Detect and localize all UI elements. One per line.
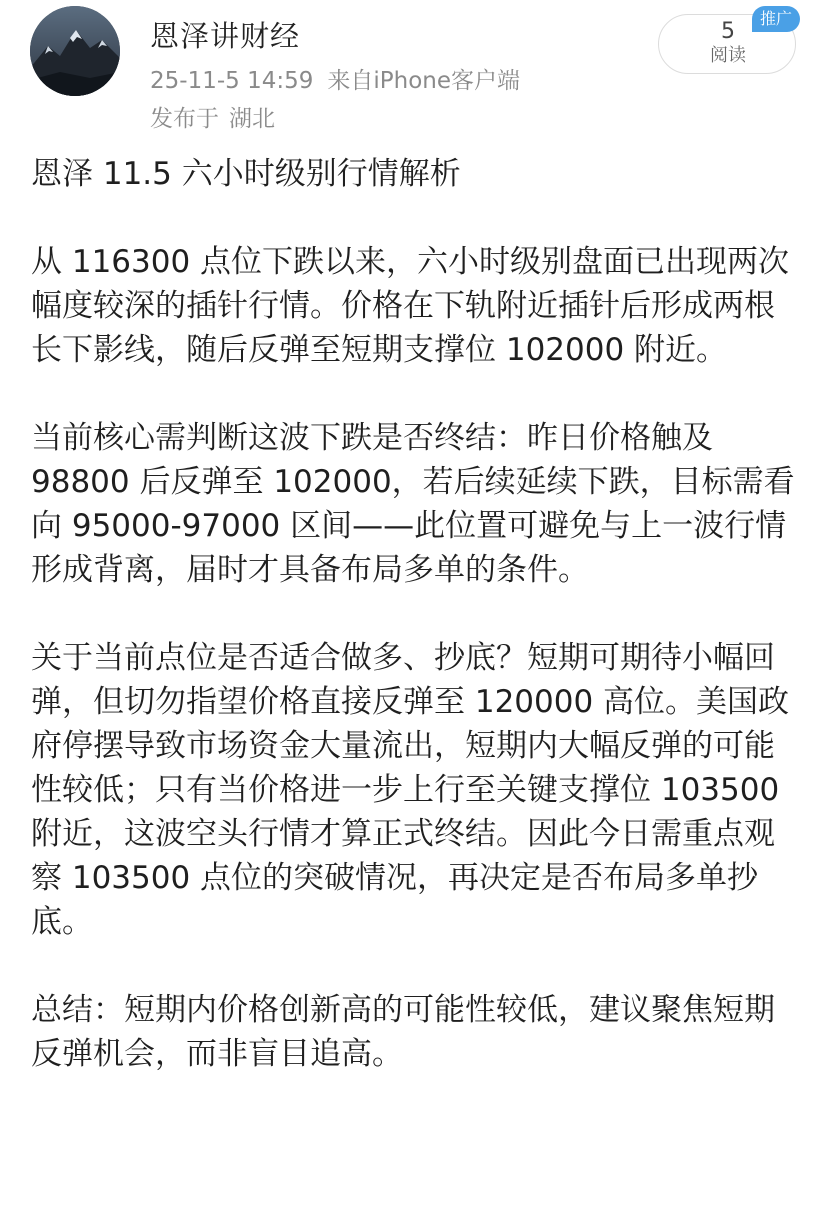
post-content [31, 152, 801, 1076]
read-count: 5 [721, 19, 735, 44]
post-source: 来自iPhone客户端 [327, 68, 520, 94]
location-value: 湖北 [229, 106, 275, 132]
post-paragraph: 当前核心需判断这波下跌是否终结：昨日价格触及 98800 后反弹至 102000，若后续延续下跌，目标需看向 95000-97000 区间——此位置可避免与上一波行情形成背离，届时才具备布局多单的条件。 [31, 420, 795, 588]
author-name[interactable]: 恩泽讲财经 [150, 19, 301, 53]
promo-badge[interactable]: 推广 [752, 6, 800, 32]
read-label: 阅读 [710, 45, 746, 66]
post-paragraph: 从 116300 点位下跌以来，六小时级别盘面已出现两次幅度较深的插针行情。价格在下轨附近插针后形成两根长下影线，随后反弹至短期支撑位 102000 附近。 [31, 244, 790, 368]
post-timestamp: 25-11-5 14:59 [150, 68, 314, 94]
avatar[interactable] [30, 6, 120, 96]
post-header [0, 0, 828, 140]
mountain-avatar-icon [30, 6, 120, 96]
post-paragraph: 关于当前点位是否适合做多、抄底？短期可期待小幅回弹，但切勿指望价格直接反弹至 120000 高位。美国政府停摆导致市场资金大量流出，短期内大幅反弹的可能性较低；只有当价格进一步上行至关键支撑位 103500 附近，这波空头行情才算正式终结。因此今日需重点观察 103500 点位的突破情况，再决定是否布局多单抄底。 [31, 640, 790, 940]
location-prefix: 发布于 [150, 106, 219, 132]
post-meta [150, 62, 520, 95]
post-paragraph: 总结：短期内价格创新高的可能性较低，建议聚焦短期反弹机会，而非盲目追高。 [31, 992, 775, 1072]
post-location [150, 100, 275, 133]
post-title: 恩泽 11.5 六小时级别行情解析 [31, 156, 461, 192]
